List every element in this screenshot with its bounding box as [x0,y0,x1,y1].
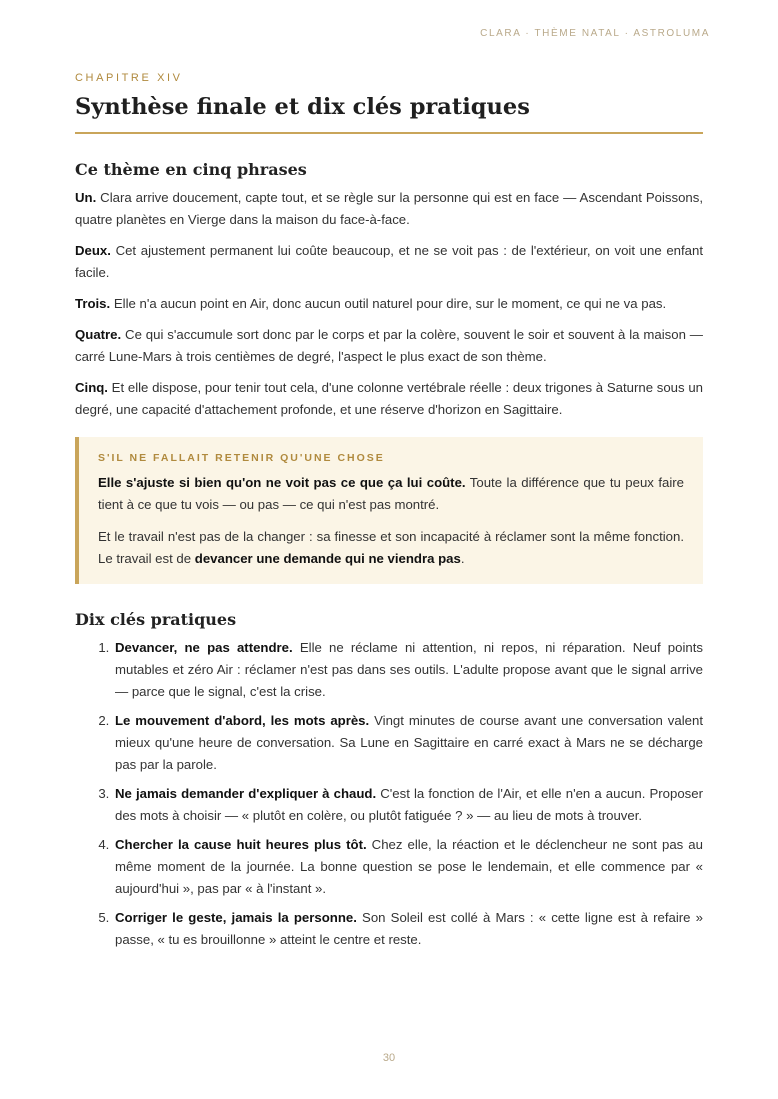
keys-section-title: Dix clés pratiques [75,610,237,629]
list-item [113,834,703,900]
key-lead: Corriger le geste, jamais la personne. [115,910,357,925]
key-text: C'est la fonction de l'Air, et elle n'en a aucun. Proposer des mots à choisir — « plutôt en colère, ou plutôt fatiguée ? » — au lieu de mots à trouver. [115,786,704,823]
list-item [113,710,703,776]
callout-text: Et le travail n'est pas de la changer : sa finesse et son incapacité à réclamer sont la même fonction. Le travail est de [98,529,684,566]
paragraph-text: Et elle dispose, pour tenir tout cela, d'une colonne vertébrale réelle : deux trigones à Saturne sous un degré, une capacité d'attachement profonde, et une réserve d'horizon en Sagittaire. [75,380,703,417]
callout-paragraph [98,526,684,570]
paragraph-text: Cet ajustement permanent lui coûte beaucoup, et ne se voit pas : de l'extérieur, on voit une enfant facile. [75,243,703,280]
key-text: Chez elle, la réaction et le déclencheur ne sont pas au même moment de la journée. La bonne question se pose le lendemain, et elle commence par « aujourd'hui », pas par « à l'instant ». [115,837,703,896]
running-head: CLARA · THÈME NATAL · ASTROLUMA [480,28,710,39]
summary-paragraph [75,324,703,368]
summary-paragraphs [75,187,703,421]
chapter-label: CHAPITRE XIV [75,72,183,84]
practical-keys-list [75,637,703,951]
key-lead: Chercher la cause huit heures plus tôt. [115,837,367,852]
paragraph-lead: Un. [75,190,97,205]
chapter-title: Synthèse finale et dix clés pratiques [75,94,703,134]
summary-paragraph [75,377,703,421]
key-takeaway-callout [75,437,703,584]
key-text: Vingt minutes de course avant une conversation valent mieux qu'une heure de conversation. Sa Lune en Sagittaire en carré exact à Mars ne se décharge pas par la parole. [115,713,703,772]
summary-paragraph [75,240,703,284]
key-lead: Le mouvement d'abord, les mots après. [115,713,370,728]
paragraph-lead: Trois. [75,296,111,311]
paragraph-text: Clara arrive doucement, capte tout, et se règle sur la personne qui est en face — Ascendant Poissons, quatre planètes en Vierge dans la maison du face-à-face. [75,190,703,227]
key-text: Son Soleil est collé à Mars : « cette ligne est à refaire » passe, « tu es brouillonne » atteint le centre et reste. [115,910,703,947]
key-lead: Devancer, ne pas attendre. [115,640,293,655]
callout-bold: devancer une demande qui ne viendra pas [194,551,461,566]
summary-paragraph [75,293,703,315]
summary-section-title: Ce thème en cinq phrases [75,160,307,179]
callout-text: Toute la différence que tu peux faire tient à ce que tu vois — ou pas — ce qui n'est pas montré. [98,475,684,512]
page-content [75,72,703,958]
callout-label: S'IL NE FALLAIT RETENIR QU'UNE CHOSE [98,452,385,464]
list-item [113,907,703,951]
key-text: Elle ne réclame ni attention, ni repos, ni réparation. Neuf points mutables et zéro Air : réclamer n'est pas dans ses outils. L'adulte propose avant que le signal arrive — parce que le signal, c'est la crise. [115,640,703,699]
paragraph-text: Elle n'a aucun point en Air, donc aucun outil naturel pour dire, sur le moment, ce qui ne va pas. [110,296,667,311]
page-number: 30 [382,1052,396,1064]
paragraph-lead: Quatre. [75,327,122,342]
paragraph-lead: Cinq. [75,380,108,395]
list-item [113,637,703,703]
callout-paragraph [98,472,684,516]
callout-bold: Elle s'ajuste si bien qu'on ne voit pas ce que ça lui coûte. [98,475,466,490]
callout-text-end: . [460,551,465,566]
key-lead: Ne jamais demander d'expliquer à chaud. [115,786,377,801]
paragraph-lead: Deux. [75,243,111,258]
list-item [113,783,703,827]
summary-paragraph [75,187,703,231]
paragraph-text: Ce qui s'accumule sort donc par le corps et par la colère, souvent le soir et souvent à la maison — carré Lune-Mars à trois centièmes de degré, l'aspect le plus exact de son thème. [75,327,703,364]
